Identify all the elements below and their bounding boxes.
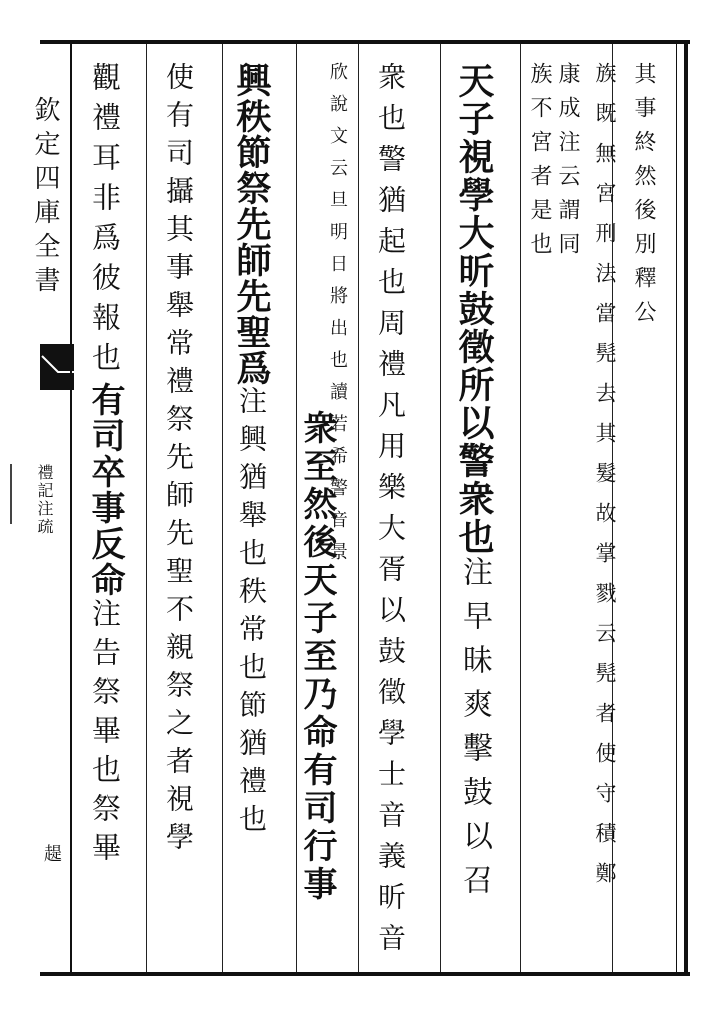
margin-edge-mark <box>10 464 32 524</box>
text-column <box>231 62 272 842</box>
fishtail-mark-icon <box>40 344 74 390</box>
classic-text-column: 衆至然後天子至乃命有司行事 <box>297 410 337 904</box>
bottom-border <box>40 972 690 976</box>
column-divider <box>222 44 223 972</box>
text-column: 欣說文云旦明日將出也讀若希警音景 <box>327 62 348 574</box>
text-column: 族既無宮刑法當髡去其髮故掌戮云髡者使守積鄭 <box>593 62 617 902</box>
classic-text: 興秩節祭先師先聖爲 <box>231 62 272 386</box>
text-column: 使有司攝其事舉常禮祭先師先聖不親祭之者視學 <box>162 62 195 860</box>
column-divider <box>440 44 441 972</box>
classic-text: 天子視學大昕鼓徵所以警衆也 <box>453 62 495 556</box>
inner-right-border <box>676 44 677 972</box>
margin-divider <box>70 44 72 972</box>
commentary-text: 注興猶舉也秩常也節猶禮也 <box>235 386 268 842</box>
column-divider <box>358 44 359 972</box>
text-column: 族不宮者是也 <box>527 62 552 266</box>
text-column <box>85 62 125 871</box>
page-mark: 趧 <box>41 844 62 862</box>
column-divider <box>146 44 147 972</box>
fold-margin <box>0 44 74 972</box>
commentary-text: 觀禮耳非爲彼報也 <box>88 62 122 382</box>
commentary-text: 注早昧爽擊鼓以召 <box>457 556 492 908</box>
classic-text: 有司卒事反命 <box>85 382 125 598</box>
text-column: 衆也警猶起也周禮凡用樂大胥以鼓徵學士音義昕音 <box>374 62 407 964</box>
text-column: 其事終然後別釋公 <box>631 62 656 334</box>
text-column: 康成注云謂同 <box>555 62 580 266</box>
commentary-text: 注告祭畢也祭畢 <box>88 598 122 871</box>
top-border <box>40 40 690 44</box>
library-title: 欽定四庫全書 <box>30 96 60 300</box>
book-title: 禮記注疏 <box>35 464 54 536</box>
right-border <box>684 40 688 976</box>
text-column <box>453 62 495 908</box>
column-divider <box>520 44 521 972</box>
